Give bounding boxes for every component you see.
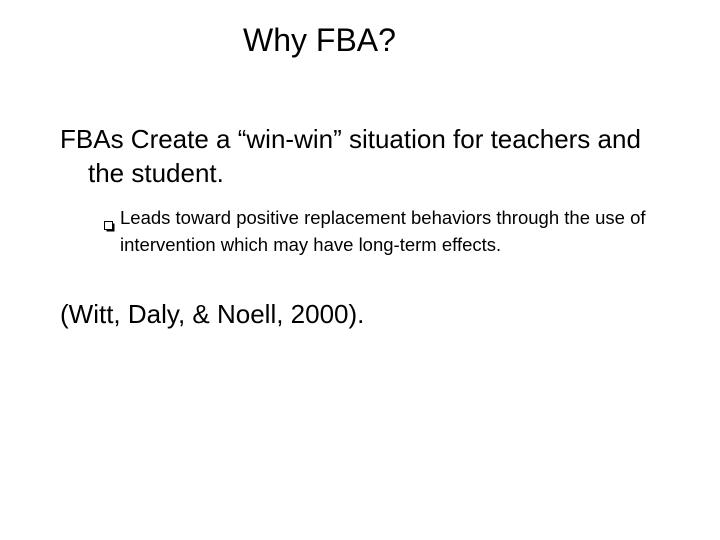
sub-point-block <box>104 204 664 258</box>
checkbox-bullet-icon <box>104 212 115 223</box>
slide-title: Why FBA? <box>243 22 396 58</box>
main-point: FBAs Create a “win-win” situation for teachers and the student. <box>60 124 641 188</box>
sub-point-text: Leads toward positive replacement behaviors through the use of intervention which may have long-term effects. <box>120 207 646 255</box>
sub-point-row <box>104 204 664 258</box>
citation: (Witt, Daly, & Noell, 2000). <box>60 299 365 329</box>
